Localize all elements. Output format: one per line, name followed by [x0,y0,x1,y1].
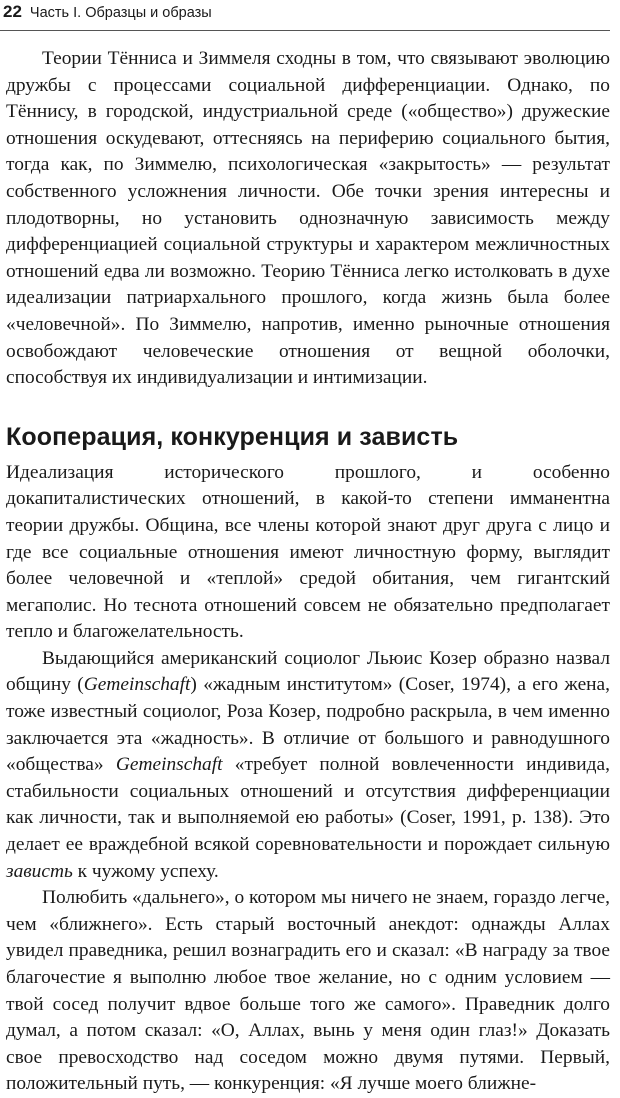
body-text [6,46,610,1098]
paragraph-3-text-3: «требует полной вовлеченности индивида, стабильности социальных отношений и отсутствия дифференциации как личности, так и выполняемой ею работы» (Coser, 1991, p. 138). Это делает ее враждебной всякой соревновательности и порождает сильную [6,754,610,856]
paragraph-4: Полюбить «дальнего», о котором мы ничего не знаем, гораздо легче, чем «ближнего». Есть старый восточный анекдот: однажды Аллах увидел праведника, решил вознаградить его и сказал: «В награду за твое благочестие я выполню любое твое желание, но с одним условием — твой сосед получит вдвое больше того же самого». Праведник долго думал, а потом сказал: «О, Аллах, вынь у меня один глаз!» Доказать свое превосходство над соседом можно двумя путями. Первый, положительный путь, — конкуренция: «Я лучше моего ближне- [6,887,610,1095]
term-gemeinschaft-1: Gemeinschaft [83,674,191,696]
paragraph-3-text-1: Выдающийся американский социолог Льюис Козер образно назвал общину ( [6,647,610,696]
section-heading: Кооперация, конкуренция и зависть [6,422,459,451]
paragraph-3-text-4: к чужому успеху. [72,860,219,882]
page-number: 22 [3,2,22,21]
paragraph-2: Идеализация исторического прошлого, и особенно докапиталистических отношений, в какой-то степени имманентна теории дружбы. Община, все члены которой знают друг друга с лицо и где все социальные отношения имеют личностную форму, выглядит более человечной и «теплой» средой обитания, чем гигантский мегаполис. Но теснота отношений совсем не обязательно предполагает тепло и благожелательность. [6,461,610,643]
term-envy: зависть [6,860,73,882]
running-title: Часть I. Образцы и образы [29,5,212,21]
paragraph-1: Теории Тённиса и Зиммеля сходны в том, что связывают эволюцию дружбы с процессами социальной дифференциации. Однако, по Тённису, в городской, индустриальной среде («общество») дружеские отношения оскудевают, оттесняясь на периферию социального бытия, тогда как, по Зиммелю, психологическая «закрытость» — результат собственного усложнения личности. Обе точки зрения интересны и плодотворны, но установить однозначную зависимость между дифференциацией социальной структуры и характером межличностных отношений едва ли возможно. Теорию Тённиса легко истолковать в духе идеализации патриархального прошлого, когда жизнь была более «человечной». По Зиммелю, напротив, именно рыночные отношения освобождают человеческие отношения от вещной оболочки, способствуя их индивидуализации и интимизации. [6,48,610,389]
header-rule [0,30,610,31]
running-header [3,2,620,28]
paragraph-3-text-2: ) «жадным институтом» (Coser, 1974), а его жена, тоже известный социолог, Роза Козер, подробно раскрыла, в чем именно заключается эта «жадность». В отличие от большого и равнодушного «общества» [6,674,611,776]
term-gemeinschaft-2: Gemeinschaft [115,754,223,776]
paragraph-3 [6,646,610,885]
